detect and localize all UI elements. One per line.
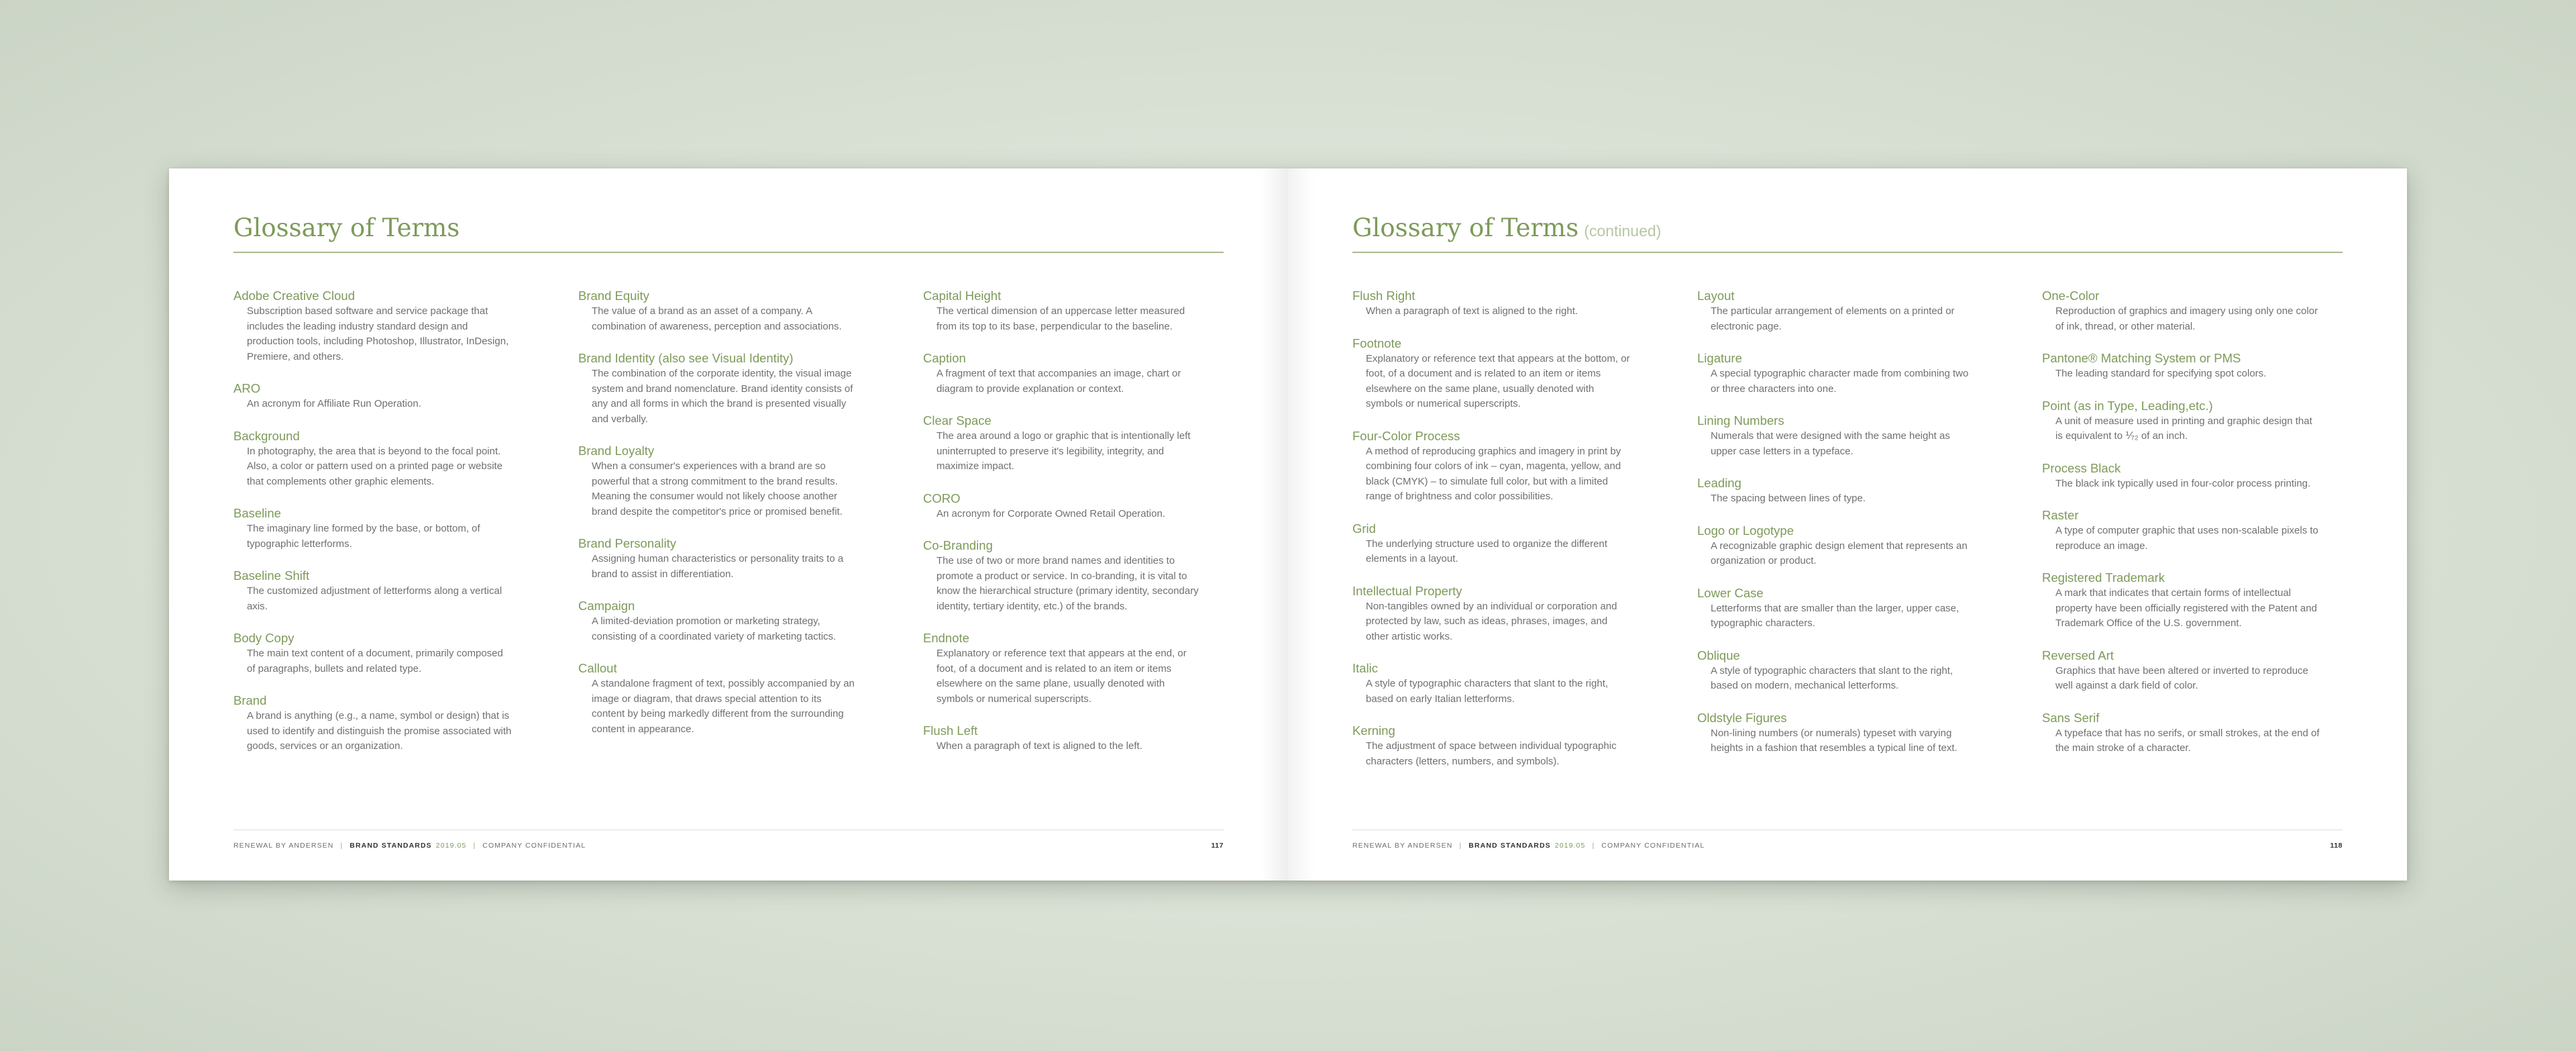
term-name: Ligature xyxy=(1697,351,1742,365)
footer-version: 2019.05 xyxy=(435,842,467,850)
term-definition: The leading standard for specifying spot colors. xyxy=(2055,368,2267,379)
term-name: Brand Identity (also see Visual Identity) xyxy=(578,351,794,365)
glossary-term xyxy=(578,350,857,427)
term-definition: The combination of the corporate identity, the visual image system and brand nomenclature. Brand identity consists of any and all forms in which the brand is presented visually and verbally. xyxy=(592,368,853,425)
glossary-term xyxy=(233,630,513,677)
glossary-term xyxy=(923,413,1202,474)
page-number: 118 xyxy=(2330,842,2343,850)
term-name: Capital Height xyxy=(923,289,1002,303)
glossary-term xyxy=(2042,507,2321,554)
term-name: Caption xyxy=(923,351,966,365)
term-name: Oblique xyxy=(1697,648,1740,662)
term-name: Brand Equity xyxy=(578,289,649,303)
footer-version: 2019.05 xyxy=(1554,842,1586,850)
glossary-term xyxy=(578,536,857,582)
right-page xyxy=(1288,168,2407,881)
term-name: Layout xyxy=(1697,289,1735,303)
term-name: Co-Branding xyxy=(923,538,993,552)
glossary-term xyxy=(233,693,513,754)
footer-company: RENEWAL BY ANDERSEN xyxy=(1352,842,1453,850)
term-definition: The particular arrangement of elements on a printed or electronic page. xyxy=(1711,305,1955,332)
term-name: Background xyxy=(233,428,300,443)
term-name: Four-Color Process xyxy=(1352,428,1460,443)
page-title xyxy=(233,209,1224,253)
term-definition: The black ink typically used in four-color process printing. xyxy=(2055,477,2311,489)
brochure-spread xyxy=(169,168,2407,881)
term-definition: The value of a brand as an asset of a company. A combination of awareness, perception and associations. xyxy=(592,305,842,332)
glossary-term xyxy=(923,538,1202,614)
term-definition: The area around a logo or graphic that is intentionally left uninterrupted to preserve it's legibility, integrity, and maximize impact. xyxy=(936,430,1191,472)
term-definition: A brand is anything (e.g., a name, symbol or design) that is used to identify and distinguish the promise associated with goods, services or an organization. xyxy=(247,710,512,752)
term-definition: The use of two or more brand names and identities to promote a product or service. In co-branding, it is vital to know the hierarchical structure (primary identity, secondary identity, tertiary identity, etc.) of the brands. xyxy=(936,555,1199,612)
term-definition: Letterforms that are smaller than the larger, upper case, typographic characters. xyxy=(1711,602,1960,629)
glossary-term xyxy=(233,288,513,364)
glossary-term xyxy=(1697,523,1976,569)
term-name: One-Color xyxy=(2042,289,2100,303)
term-definition: Explanatory or reference text that appears at the end, or foot, of a document and is related to an item or items elsewhere on the same plane, usually denoted with symbols or numerical superscripts. xyxy=(936,648,1187,705)
term-definition: Reproduction of graphics and imagery using only one color of ink, thread, or other material. xyxy=(2055,305,2318,332)
term-name: Clear Space xyxy=(923,413,991,428)
term-name: Callout xyxy=(578,661,617,675)
glossary-term xyxy=(923,723,1202,754)
glossary-term xyxy=(1697,585,1976,632)
term-name: Baseline Shift xyxy=(233,568,310,583)
term-name: Pantone® Matching System or PMS xyxy=(2042,351,2241,365)
term-definition: A special typographic character made from combining two or three characters into one. xyxy=(1711,368,1969,395)
term-definition: The customized adjustment of letterforms along a vertical axis. xyxy=(247,585,502,612)
glossary-term xyxy=(1697,350,1976,397)
term-name: Flush Right xyxy=(1352,289,1415,303)
term-name: Brand Loyalty xyxy=(578,444,655,458)
term-definition: A fragment of text that accompanies an image, chart or diagram to provide explanation or context. xyxy=(936,368,1181,395)
term-definition: The spacing between lines of type. xyxy=(1711,493,1866,504)
term-definition: An acronym for Affiliate Run Operation. xyxy=(247,398,421,409)
glossary-term xyxy=(2042,710,2321,756)
term-definition: A mark that indicates that certain forms of intellectual property have been officially registered with the Patent and Trademark Office of the U.S. government. xyxy=(2055,587,2317,629)
glossary-column xyxy=(1697,288,1976,785)
term-name: Kerning xyxy=(1352,723,1395,738)
term-name: Brand xyxy=(233,693,267,707)
glossary-term xyxy=(1697,413,1976,459)
term-definition: Non-tangibles owned by an individual or corporation and protected by law, such as ideas, phrases, images, and other artistic works. xyxy=(1366,600,1617,642)
glossary-columns xyxy=(1352,288,2343,785)
glossary-term xyxy=(578,660,857,737)
glossary-term xyxy=(923,288,1202,334)
page-title-text: Glossary of Terms xyxy=(233,213,460,242)
footer-separator: | xyxy=(473,842,476,850)
term-name: Lower Case xyxy=(1697,585,1764,600)
term-name: Brand Personality xyxy=(578,536,677,550)
term-definition: A recognizable graphic design element that represents an organization or product. xyxy=(1711,540,1968,566)
glossary-term xyxy=(2042,288,2321,334)
page-footer xyxy=(233,830,1224,850)
term-definition: A typeface that has no serifs, or small strokes, at the end of the main stroke of a character. xyxy=(2055,727,2320,754)
term-name: Reversed Art xyxy=(2042,648,2114,662)
term-name: CORO xyxy=(923,491,961,505)
glossary-term xyxy=(2042,398,2321,444)
term-name: Grid xyxy=(1352,521,1376,536)
footer-company: RENEWAL BY ANDERSEN xyxy=(233,842,334,850)
glossary-term xyxy=(1352,583,1631,645)
glossary-term xyxy=(1697,710,1976,756)
term-name: Flush Left xyxy=(923,723,978,738)
term-definition: When a consumer's experiences with a brand are so powerful that a strong commitment to the brand results. Meaning the consumer would not likely choose another brand despite the competitor's price or promised benefit. xyxy=(592,460,843,517)
glossary-term xyxy=(1697,648,1976,694)
page-title xyxy=(1352,209,2343,253)
term-definition: Assigning human characteristics or personality traits to a brand to assist in differentiation. xyxy=(592,553,844,580)
glossary-term xyxy=(1352,428,1631,505)
term-name: Leading xyxy=(1697,476,1741,490)
term-name: Endnote xyxy=(923,631,969,645)
term-definition: A unit of measure used in printing and graphic design that is equivalent to ⅟₇₂ of an inch. xyxy=(2055,415,2312,442)
term-definition: Explanatory or reference text that appears at the bottom, or foot, of a document and is related to an item or items elsewhere on the same plane, usually denoted with symbols or numerical superscripts. xyxy=(1366,352,1630,409)
term-name: Oldstyle Figures xyxy=(1697,710,1787,725)
glossary-term xyxy=(578,288,857,334)
term-name: ARO xyxy=(233,381,261,395)
footer-separator: | xyxy=(1592,842,1595,850)
footer-document: BRAND STANDARDS xyxy=(350,842,432,850)
term-definition: Non-lining numbers (or numerals) typeset with varying heights in a fashion that resembles a typical line of text. xyxy=(1711,727,1957,754)
glossary-term xyxy=(1352,288,1631,319)
glossary-column xyxy=(1352,288,1631,785)
term-definition: A type of computer graphic that uses non-scalable pixels to reproduce an image. xyxy=(2055,525,2318,552)
term-definition: When a paragraph of text is aligned to the left. xyxy=(936,740,1142,752)
term-definition: In photography, the area that is beyond to the focal point. Also, a color or pattern used on a printed page or website that complements other graphic elements. xyxy=(247,445,503,487)
term-name: Registered Trademark xyxy=(2042,570,2165,585)
footer-confidential: COMPANY CONFIDENTIAL xyxy=(1601,842,1705,850)
term-definition: The vertical dimension of an uppercase letter measured from its top to its base, perpendicular to the baseline. xyxy=(936,305,1185,332)
left-page xyxy=(169,168,1288,881)
page-footer xyxy=(1352,830,2343,850)
glossary-column xyxy=(2042,288,2321,785)
glossary-column xyxy=(578,288,857,770)
glossary-term xyxy=(1352,723,1631,769)
glossary-term xyxy=(2042,570,2321,632)
glossary-term xyxy=(1352,336,1631,412)
term-definition: The main text content of a document, primarily composed of paragraphs, bullets and related type. xyxy=(247,648,503,674)
term-name: Point (as in Type, Leading,etc.) xyxy=(2042,398,2213,413)
glossary-columns xyxy=(233,288,1224,770)
glossary-term xyxy=(578,443,857,519)
glossary-term xyxy=(233,505,513,552)
term-definition: A style of typographic characters that slant to the right, based on early Italian letterforms. xyxy=(1366,678,1609,705)
term-name: Adobe Creative Cloud xyxy=(233,289,355,303)
term-name: Footnote xyxy=(1352,336,1402,350)
glossary-term xyxy=(1352,521,1631,567)
term-definition: Graphics that have been altered or inverted to reproduce well against a dark field of color. xyxy=(2055,664,2308,691)
term-definition: A limited-deviation promotion or marketing strategy, consisting of a coordinated variety of marketing tactics. xyxy=(592,615,837,642)
page-title-suffix: (continued) xyxy=(1584,222,1662,240)
term-name: Campaign xyxy=(578,599,635,613)
footer-document: BRAND STANDARDS xyxy=(1468,842,1551,850)
term-name: Process Black xyxy=(2042,460,2121,475)
glossary-term xyxy=(233,428,513,490)
glossary-term xyxy=(2042,350,2321,382)
term-definition: When a paragraph of text is aligned to the right. xyxy=(1366,305,1578,317)
term-definition: Subscription based software and service package that includes the leading industry standard design and production tools, including Photoshop, Illustrator, InDesign, Premiere, and others. xyxy=(247,305,509,362)
term-definition: The adjustment of space between individual typographic characters (letters, numbers, and symbols). xyxy=(1366,740,1617,767)
glossary-term xyxy=(1697,475,1976,507)
glossary-term xyxy=(1352,660,1631,707)
term-name: Sans Serif xyxy=(2042,710,2100,725)
footer-separator: | xyxy=(1459,842,1462,850)
term-definition: A method of reproducing graphics and imagery in print by combining four colors of ink – cyan, magenta, yellow, and black (CMYK) – to simulate full color, but with a limited range of brightness and color possibilities. xyxy=(1366,445,1621,502)
glossary-term xyxy=(233,568,513,614)
term-definition: The imaginary line formed by the base, or bottom, of typographic letterforms. xyxy=(247,523,480,550)
glossary-term xyxy=(923,350,1202,397)
term-name: Intellectual Property xyxy=(1352,583,1462,598)
term-definition: Numerals that were designed with the same height as upper case letters in a typeface. xyxy=(1711,430,1950,457)
term-name: Lining Numbers xyxy=(1697,413,1784,428)
glossary-term xyxy=(923,491,1202,522)
term-name: Body Copy xyxy=(233,631,294,645)
glossary-term xyxy=(1697,288,1976,334)
footer-separator: | xyxy=(340,842,343,850)
term-name: Logo or Logotype xyxy=(1697,523,1794,538)
term-definition: An acronym for Corporate Owned Retail Operation. xyxy=(936,507,1165,519)
glossary-term xyxy=(578,598,857,644)
page-number: 117 xyxy=(1211,842,1224,850)
term-definition: A style of typographic characters that slant to the right, based on modern, mechanical letterforms. xyxy=(1711,664,1953,691)
term-name: Baseline xyxy=(233,506,281,520)
glossary-term xyxy=(2042,460,2321,492)
glossary-term xyxy=(233,381,513,412)
glossary-column xyxy=(923,288,1202,770)
glossary-term xyxy=(2042,648,2321,694)
term-name: Italic xyxy=(1352,661,1379,675)
term-definition: A standalone fragment of text, possibly accompanied by an image or diagram, that draws special attention to its content by being markedly different from the surrounding content in appearance. xyxy=(592,678,855,735)
term-definition: The underlying structure used to organize the different elements in a layout. xyxy=(1366,538,1607,564)
term-name: Raster xyxy=(2042,508,2079,522)
glossary-term xyxy=(923,630,1202,707)
glossary-column xyxy=(233,288,513,770)
footer-confidential: COMPANY CONFIDENTIAL xyxy=(482,842,586,850)
page-title-text: Glossary of Terms xyxy=(1352,213,1579,242)
